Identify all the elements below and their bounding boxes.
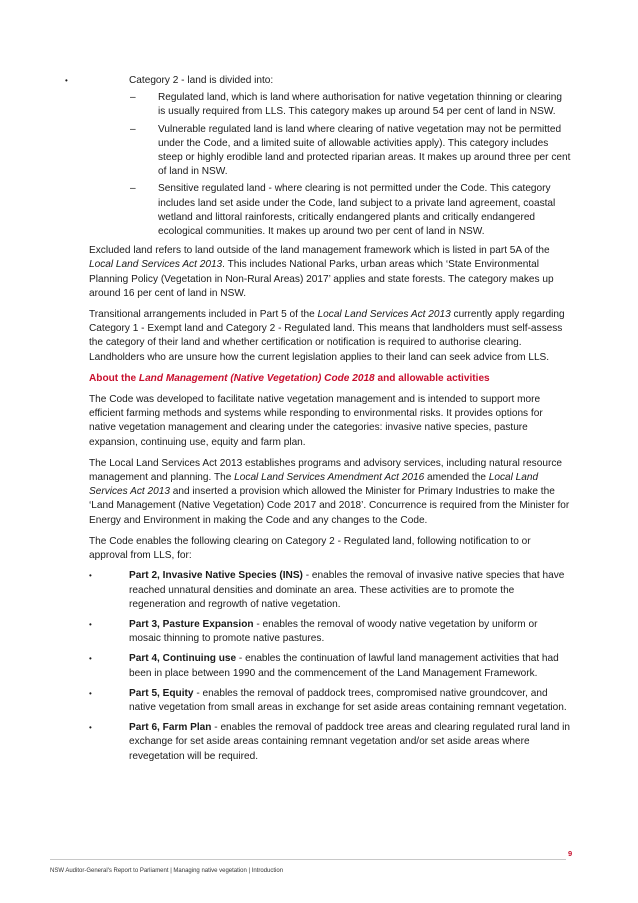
text-run: Transitional arrangements included in Part 5 of the bbox=[89, 309, 318, 321]
bullet-icon: • bbox=[89, 571, 92, 581]
bullet-icon: • bbox=[89, 688, 92, 698]
text-run: amended the bbox=[424, 472, 489, 484]
heading-text: and allowable activities bbox=[374, 372, 490, 384]
dash-item-sensitive bbox=[89, 182, 571, 239]
footer-divider bbox=[50, 859, 566, 860]
category-2-intro: Category 2 - land is divided into: bbox=[129, 75, 274, 86]
bullet-icon: • bbox=[89, 723, 92, 733]
part-title: Part 5, Equity bbox=[129, 687, 194, 699]
footer-text: NSW Auditor-General's Report to Parliament | Managing native vegetation | Introduction bbox=[50, 868, 284, 874]
dash-icon: – bbox=[130, 123, 136, 135]
part-title: Part 6, Farm Plan bbox=[129, 722, 212, 734]
transitional-paragraph bbox=[89, 308, 571, 365]
page-content bbox=[65, 74, 571, 764]
text-run: Excluded land refers to land outside of the land management framework which is listed in part 5A of the bbox=[89, 245, 550, 257]
act-title: Local Land Services Act 2013 bbox=[89, 259, 223, 271]
bullet-icon: • bbox=[89, 619, 92, 629]
part-item bbox=[89, 721, 571, 764]
part-title: Part 2, Invasive Native Species (INS) bbox=[129, 570, 303, 582]
text-run: establishes programs and advisory services, including natural resource management and planning. The bbox=[89, 457, 562, 484]
dash-item-text: Vulnerable regulated land is land where clearing of native vegetation may not be permitted under the Code, and a limited suite of allowable activities apply). This category includes steep or highly erodible land and protected riparian areas. It makes up around three per cent of land in NSW. bbox=[158, 123, 571, 178]
excluded-land-paragraph bbox=[89, 244, 571, 301]
text-run: The Local Land Services Act 2013 bbox=[89, 457, 243, 469]
part-text: - enables the continuation of lawful land management activities that had been in place between 1990 and the commencement of the Land Management Framework. bbox=[129, 653, 559, 679]
code-paragraph: The Code was developed to facilitate native vegetation management and is intended to support more efficient farming methods and systems while responding to environmental risks. It provides options for native vegetation management and clearing under the categories: invasive native species, pasture expansion, continuing use, equity and farm plan. bbox=[89, 394, 543, 448]
act-title: Local Land Services Act 2013 bbox=[317, 309, 451, 321]
text-run: and inserted a provision which allowed the Minister for Primary Industries to make the ‘Land Management (Native Vegetation) Code 2017 and 2018’. Concurrence is required from the Minister for Energy and Environment in making the Code and any changes to the Code. bbox=[89, 486, 570, 526]
dash-icon: – bbox=[130, 183, 136, 195]
dash-item-regulated bbox=[89, 91, 571, 119]
part-text: - enables the removal of paddock trees, compromised native groundcover, and native vegetation from small areas in exchange for set aside areas containing remnant vegetation. bbox=[129, 687, 567, 713]
part-text: - enables the removal of paddock tree areas and clearing regulated rural land in exchange for set aside areas containing remnant vegetation and/or set aside areas where revegetation will be required. bbox=[129, 722, 571, 762]
text-run: . This includes National Parks, urban areas which ‘State Environmental Planning Policy (Vegetation in Non-Rural Areas) 2017’ applies and state forests. The category makes up around 16 per cent of land in NSW. bbox=[89, 259, 554, 299]
part-item bbox=[89, 569, 571, 612]
enables-paragraph: The Code enables the following clearing on Category 2 - Regulated land, following notification to or approval from LLS, for: bbox=[89, 535, 531, 562]
category-2-bullet bbox=[65, 74, 571, 88]
part-title: Part 4, Continuing use bbox=[129, 653, 237, 665]
part-item bbox=[89, 687, 571, 715]
lls-act-paragraph bbox=[89, 457, 571, 528]
dash-icon: – bbox=[130, 92, 136, 104]
text-run: currently apply regarding Category 1 - Exempt land and Category 2 - Regulated land. This means that landholders must self-assess the category of their land and whether certification or notification is required to authorise clearing. Landholders who are unsure how the current legislation applies to their land can seek advice from LLS. bbox=[89, 309, 565, 363]
heading-code-title: Land Management (Native Vegetation) Code 2018 bbox=[138, 372, 375, 384]
section-heading bbox=[89, 372, 571, 386]
act-title: Local Land Services Amendment Act 2016 bbox=[234, 472, 425, 484]
bullet-icon: • bbox=[65, 76, 68, 85]
part-item bbox=[89, 652, 571, 680]
dash-item-text: Regulated land, which is land where authorisation for native vegetation thinning or clearing is usually required from LLS. This category makes up around 54 per cent of land in NSW. bbox=[158, 92, 563, 118]
part-item bbox=[89, 618, 571, 646]
bullet-icon: • bbox=[89, 654, 92, 664]
page-number: 9 bbox=[568, 849, 573, 858]
dash-item-text: Sensitive regulated land - where clearing is not permitted under the Code. This category includes land set aside under the Code, land subject to a private land agreement, coastal wetland and littoral rainforests, critically endangered plants and critically endangered ecological communities. It makes up around two per cent of land in NSW. bbox=[158, 183, 556, 238]
dash-item-vulnerable bbox=[89, 123, 571, 180]
heading-text: About the bbox=[89, 372, 139, 384]
part-text: - enables the removal of invasive native species that have reached unnatural densities and dominate an area. These activities are to promote the regeneration and regrowth of native vegetation. bbox=[129, 570, 565, 610]
part-text: - enables the removal of woody native vegetation by uniform or mosaic thinning to promote native pastures. bbox=[129, 618, 538, 645]
act-title: Local Land Services Act 2013 bbox=[89, 472, 539, 498]
part-title: Part 3, Pasture Expansion bbox=[129, 618, 254, 630]
